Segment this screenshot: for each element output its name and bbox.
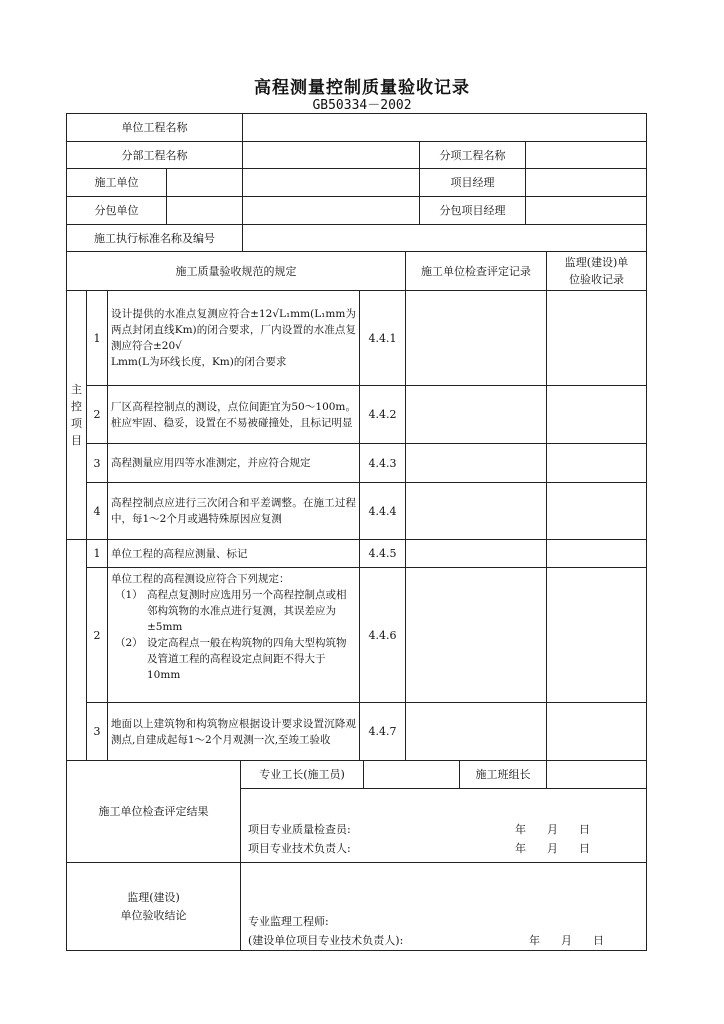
standard-code: GB50334－2002 <box>312 98 412 113</box>
main-row-1-check[interactable] <box>406 291 546 385</box>
supervision-year: 年 <box>529 934 540 947</box>
main-items-group <box>67 291 86 539</box>
inspector-label: 项目专业质量检查员: <box>248 823 351 836</box>
sub-project-label: 分部工程名称 <box>121 148 188 162</box>
main-row-2-no: 2 <box>93 408 101 421</box>
general-row-2-check[interactable] <box>406 568 546 702</box>
general-row-2-accept[interactable] <box>547 568 646 702</box>
construction-unit-value[interactable] <box>167 169 419 196</box>
sub-2-text: 设定高程点一般在构筑物的四角大型构筑物及管道工程的高程设定点间距不得大于10mm <box>147 637 347 681</box>
owner-tech-lead-label: (建设单位项目专业技术负责人): <box>248 934 404 947</box>
general-row-1-text: 单位工程的高程应测量、标记 <box>111 547 248 560</box>
general-items-group <box>67 540 86 760</box>
sub-2-num: （2） <box>115 637 143 649</box>
main-row-4-accept[interactable] <box>547 483 646 539</box>
general-row-3-clause: 4.4.7 <box>368 725 397 738</box>
supervision-label: 监理(建设) 单位验收结论 <box>120 890 187 922</box>
tech-lead-year: 年 <box>515 842 526 855</box>
general-row-2-text <box>108 568 359 702</box>
supervisor-header: 监理(建设)单 位验收记录 <box>564 256 629 286</box>
main-row-3-text: 高程测量应用四等水准测定，并应符合规定 <box>111 457 311 469</box>
sub-project-value[interactable] <box>243 142 419 168</box>
result-label: 施工单位检查评定结果 <box>98 805 209 818</box>
tech-lead-day: 日 <box>579 842 590 855</box>
inspector-year: 年 <box>515 823 526 836</box>
main-row-1-clause: 4.4.1 <box>368 331 397 345</box>
general-row-2-no: 2 <box>93 628 101 642</box>
construction-unit-label: 施工单位 <box>94 176 139 189</box>
supervision-day: 日 <box>593 934 604 947</box>
team-leader-label: 施工班组长 <box>475 768 531 781</box>
general-row-3-no: 3 <box>93 725 101 738</box>
main-row-2-text: 厂区高程控制点的测设，点位间距宜为50～100m。桩应牢固、稳妥，设置在不易被碰撞处，且标记明显 <box>111 400 356 429</box>
supervision-month: 月 <box>561 934 572 947</box>
general-row-3-check[interactable] <box>406 703 546 760</box>
main-row-2-accept[interactable] <box>547 386 646 443</box>
sub-1-text: 高程点复测时应选用另一个高程控制点或相邻构筑物的水准点进行复测，其误差应为±5mm <box>147 589 347 633</box>
general-row-2-intro: 单位工程的高程测设应符合下列规定： <box>111 573 290 585</box>
main-row-3-no: 3 <box>93 456 101 470</box>
general-row-1-no: 1 <box>93 547 101 560</box>
standard-label: 施工执行标准名称及编号 <box>94 231 215 245</box>
main-items-label: 主 控 项 目 <box>71 383 82 447</box>
general-row-1-accept[interactable] <box>547 540 646 567</box>
project-manager-value[interactable] <box>526 169 646 196</box>
general-row-2-sub-2 <box>111 635 356 683</box>
tech-lead-month: 月 <box>547 842 558 855</box>
foreman-value[interactable] <box>364 761 459 788</box>
unit-project-label: 单位工程名称 <box>121 121 188 134</box>
item-project-label: 分项工程名称 <box>439 148 506 162</box>
supervision-engineer-label: 专业监理工程师: <box>248 915 329 928</box>
main-row-1-accept[interactable] <box>547 291 646 385</box>
general-row-1-clause: 4.4.5 <box>368 547 397 560</box>
sub-1-num: （1） <box>115 589 143 601</box>
project-manager-label: 项目经理 <box>450 176 495 189</box>
general-row-1-check[interactable] <box>406 540 546 567</box>
main-row-1-text: 设计提供的水准点复测应符合±12√L₁mm(L₁mm为两点封闭直线Km)的闭合要求，厂内设置的水准点复测应符合±20√ Lmm(L为环线长度，Km)的闭合要求 <box>111 308 356 368</box>
subcontract-manager-label: 分包项目经理 <box>439 204 506 217</box>
standard-value[interactable] <box>243 225 646 251</box>
team-leader-value[interactable] <box>547 761 646 788</box>
tech-lead-label: 项目专业技术负责人: <box>248 842 351 855</box>
main-row-4-check[interactable] <box>406 483 546 539</box>
subcontract-unit-label: 分包单位 <box>94 204 139 217</box>
spec-column-header: 施工质量验收规范的规定 <box>175 264 297 278</box>
document-title: 高程测量控制质量验收记录 <box>254 78 470 98</box>
main-row-3-accept[interactable] <box>547 444 646 482</box>
subcontract-unit-value[interactable] <box>167 197 419 224</box>
general-row-3-accept[interactable] <box>547 703 646 760</box>
main-row-4-clause: 4.4.4 <box>368 504 397 518</box>
general-row-2-clause: 4.4.6 <box>368 628 397 642</box>
inspector-day: 日 <box>579 823 590 836</box>
inspector-month: 月 <box>547 823 558 836</box>
main-row-2-check[interactable] <box>406 386 546 443</box>
main-row-1-no: 1 <box>93 331 101 345</box>
item-project-value[interactable] <box>526 142 646 168</box>
general-row-2-sub-1 <box>111 587 356 635</box>
main-row-4-no: 4 <box>93 504 101 518</box>
main-row-4-text: 高程控制点应进行三次闭合和平差调整。在施工过程中，每1～2个月或遇特殊原因应复测 <box>111 497 356 525</box>
main-row-3-clause: 4.4.3 <box>368 456 397 470</box>
general-row-3-text: 地面以上建筑物和构筑物应根据设计要求设置沉降观测点,自建成起每1～2个月观测一次,至竣工验收 <box>111 717 356 746</box>
contractor-check-header: 施工单位检查评定记录 <box>421 264 531 278</box>
subcontract-manager-value[interactable] <box>526 197 646 224</box>
main-row-2-clause: 4.4.2 <box>368 408 397 421</box>
unit-project-value[interactable] <box>243 114 646 141</box>
main-row-3-check[interactable] <box>406 444 546 482</box>
foreman-label: 专业工长(施工员) <box>259 768 345 781</box>
